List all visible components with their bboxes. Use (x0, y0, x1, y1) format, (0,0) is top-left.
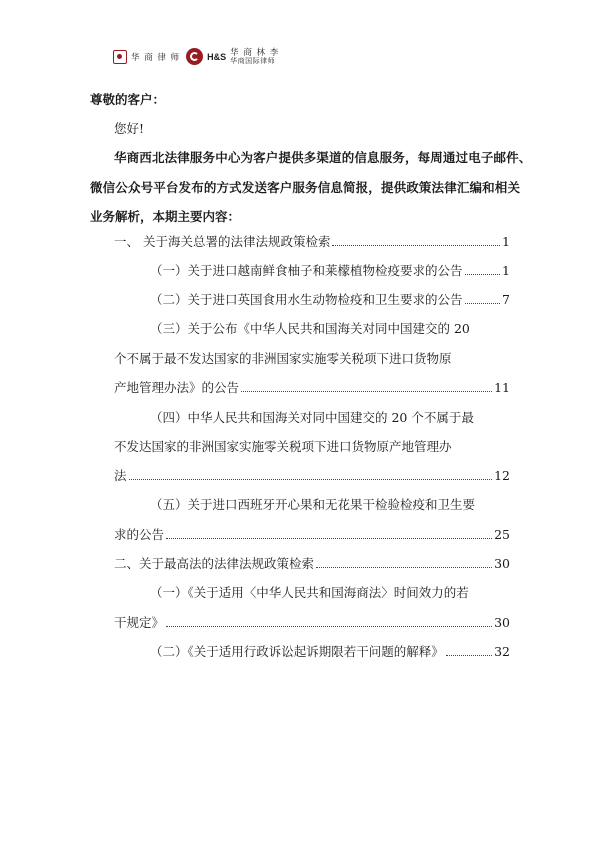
toc-label: 求的公告 (114, 527, 165, 542)
toc-leader (129, 478, 493, 480)
toc-label: （二）《关于适用行政诉讼起诉期限若干问题的解释》 (150, 644, 444, 659)
toc-entry-2-1-line-1[interactable]: （一）《关于适用〈中华人民共和国海商法〉时间效力的若 (150, 585, 469, 600)
toc-leader (446, 654, 492, 656)
toc-entry-1-1[interactable] (150, 261, 510, 281)
toc-page-number: 1 (502, 234, 510, 249)
toc-label: 二、关于最高法的法律法规政策检索 (114, 556, 315, 571)
toc-entry-section-2[interactable] (114, 554, 510, 574)
salutation: 尊敬的客户： (90, 92, 166, 107)
toc-label: （二）关于进口英国食用水生动物检疫和卫生要求的公告 (150, 292, 463, 307)
intro-line-3: 业务解析，本期主要内容： (90, 209, 241, 224)
toc-label: （一）关于进口越南鲜食柚子和莱檬植物检疫要求的公告 (150, 263, 463, 278)
toc-entry-1-3-line-1[interactable]: （三）关于公布《中华人民共和国海关对同中国建交的 20 (150, 321, 470, 336)
toc-page-number: 12 (494, 468, 510, 483)
toc-entry-1-4-line-2[interactable]: 不发达国家的非洲国家实施零关税项下进口货物原产地管理办 (114, 439, 452, 454)
toc-leader (166, 537, 492, 539)
toc-label: 法 (114, 468, 127, 483)
toc-leader (316, 566, 492, 568)
toc-entry-1-3-line-2[interactable]: 个不属于最不发达国家的非洲国家实施零关税项下进口货物原 (114, 351, 452, 366)
huashang-logo-icon (113, 50, 127, 64)
toc-leader (166, 625, 492, 627)
toc-entry-1-5[interactable] (114, 525, 510, 545)
toc-entry-1-3[interactable] (114, 378, 510, 398)
toc-leader (465, 302, 501, 304)
intro-line-1: 华商西北法律服务中心为客户提供多渠道的信息服务，每周通过电子邮件、 (114, 150, 532, 165)
toc-page-number: 30 (494, 556, 510, 571)
toc-page-number: 32 (494, 644, 510, 659)
toc-page-number: 25 (494, 527, 510, 542)
greeting: 您好! (114, 121, 145, 136)
toc-page-number: 7 (502, 292, 510, 307)
hs-logo-text: H&S (207, 51, 227, 62)
hs-logo (186, 48, 279, 65)
toc-leader (241, 390, 492, 392)
huashang-logo (113, 50, 180, 64)
linli-logo-subtext: 华商国际律师 (230, 56, 276, 65)
linli-logo-text: 华 商 林 李 (230, 47, 280, 58)
toc-page-number: 1 (502, 263, 510, 278)
header-logos (113, 48, 279, 65)
toc-leader (465, 273, 501, 275)
toc-entry-1-4[interactable] (114, 466, 510, 486)
huashang-logo-text: 华 商 律 师 (131, 52, 181, 63)
toc-page-number: 30 (494, 615, 510, 630)
toc-entry-1-4-line-1[interactable]: （四）中华人民共和国海关对同中国建交的 20 个不属于最 (150, 410, 474, 425)
toc-entry-1-5-line-1[interactable]: （五）关于进口西班牙开心果和无花果干检验检疫和卫生要 (150, 497, 476, 512)
toc-entry-1-2[interactable] (150, 290, 510, 310)
toc-entry-2-1[interactable] (114, 613, 510, 633)
toc-label: 产地管理办法》的公告 (114, 380, 240, 395)
toc-label: 一、 关于海关总署的法律法规政策检索 (114, 234, 331, 249)
toc-entry-section-1[interactable] (114, 232, 510, 252)
toc-label: 干规定》 (114, 615, 165, 630)
hs-logo-icon (186, 48, 203, 65)
toc-page-number: 11 (494, 380, 510, 395)
intro-line-2: 微信公众号平台发布的方式发送客户服务信息简报，提供政策法律汇编和相关 (90, 180, 521, 195)
toc-leader (332, 244, 500, 246)
toc-entry-2-2[interactable] (150, 642, 510, 662)
